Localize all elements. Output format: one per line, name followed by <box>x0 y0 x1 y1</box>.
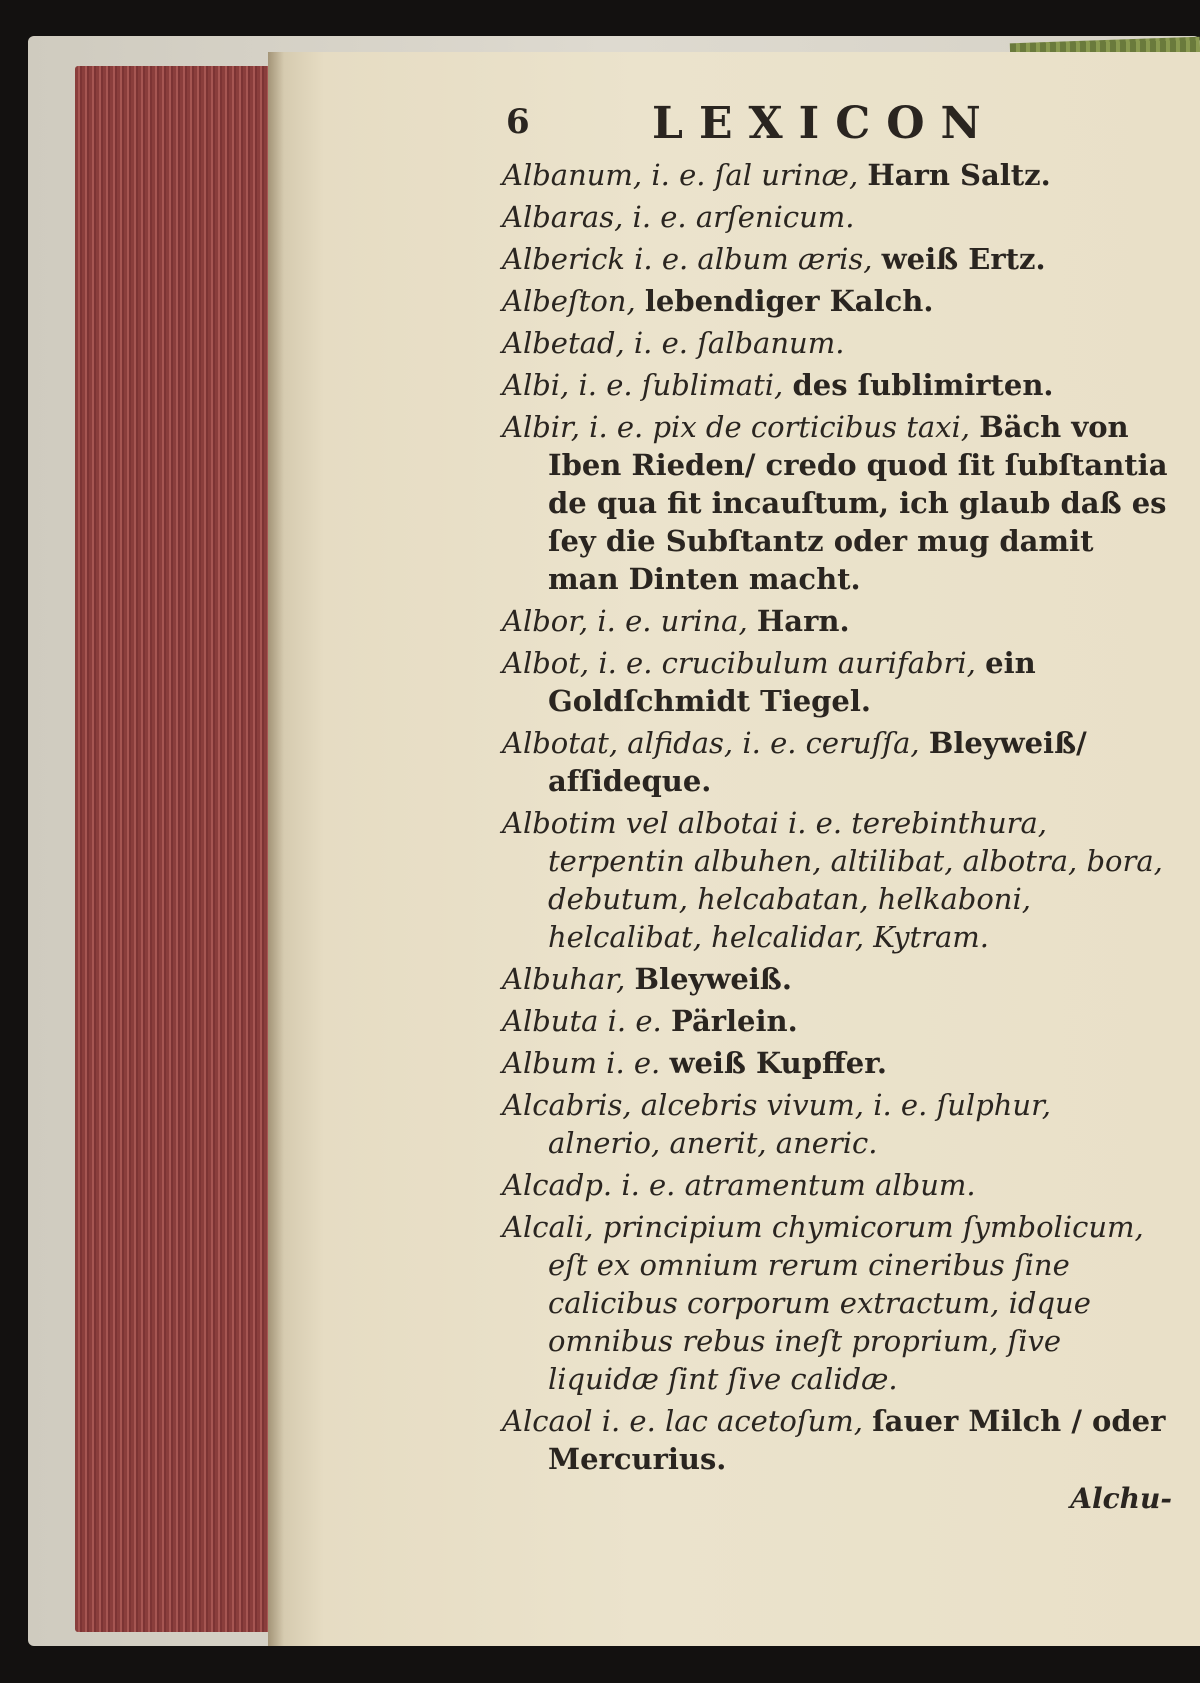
entry-german: lebendiger Kalch. <box>644 284 934 318</box>
entry-latin: Albetad, i. e. ſalbanum. <box>502 326 845 360</box>
entry-german: des ſublimirten. <box>792 368 1054 402</box>
entry-german: weiß Kupffer. <box>669 1046 887 1080</box>
lexicon-entry <box>502 724 1172 800</box>
entry-latin: Albotat, alfidas, i. e. ceruſſa, <box>502 726 920 760</box>
entry-latin: Alberick i. e. album æris, <box>502 242 873 276</box>
entry-list <box>502 156 1172 1478</box>
lexicon-entry <box>502 1002 1172 1040</box>
entry-latin: Albuhar, <box>502 962 626 996</box>
entry-latin: Alcaol i. e. lac acetoſum, <box>502 1404 863 1438</box>
entry-latin: Albir, i. e. pix de corticibus taxi, <box>502 410 970 444</box>
lexicon-entry <box>502 1402 1172 1478</box>
page-header <box>502 98 1172 156</box>
lexicon-entry <box>502 644 1172 720</box>
entry-german: Bleyweiß/ afſideque. <box>548 726 1087 798</box>
catchword: Alchu- <box>1070 1482 1172 1515</box>
lexicon-entry <box>502 282 1172 320</box>
entry-latin: Albor, i. e. urina, <box>502 604 748 638</box>
lexicon-entry <box>502 804 1172 956</box>
page-text <box>502 98 1172 1515</box>
entry-latin: Alcali, principium chymicorum ſymbolicum, eſt ex omnium rerum cineribus ſine calicibus corporum extractum, idque omnibus rebus ineſt proprium, ſive liquidæ ſint ſive calidæ. <box>502 1210 1144 1396</box>
entry-german: ſauer Milch / oder Mercurius. <box>548 1404 1166 1476</box>
page-number: 6 <box>506 102 530 142</box>
lexicon-entry <box>502 1208 1172 1398</box>
entry-latin: Album i. e. <box>502 1046 661 1080</box>
entry-german: weiß Ertz. <box>881 242 1046 276</box>
entry-latin: Alcadp. i. e. atramentum album. <box>502 1168 976 1202</box>
lexicon-entry <box>502 960 1172 998</box>
entry-german: Pärlein. <box>670 1004 798 1038</box>
lexicon-entry <box>502 1044 1172 1082</box>
entry-latin: Albuta i. e. <box>502 1004 662 1038</box>
lexicon-entry <box>502 1166 1172 1204</box>
lexicon-entry <box>502 1086 1172 1162</box>
entry-german: Bleyweiß. <box>634 962 792 996</box>
entry-german: Harn. <box>756 604 850 638</box>
lexicon-entry <box>502 324 1172 362</box>
lexicon-entry <box>502 602 1172 640</box>
entry-latin: Albot, i. e. crucibulum aurifabri, <box>502 646 976 680</box>
lexicon-entry <box>502 366 1172 404</box>
entry-latin: Albeſton, <box>502 284 636 318</box>
entry-latin: Albanum, i. e. ſal urinæ, <box>502 158 859 192</box>
page-edges <box>75 66 273 1632</box>
running-head: LEXICON <box>652 98 997 149</box>
lexicon-entry <box>502 240 1172 278</box>
entry-german: ein Goldſchmidt Tiegel. <box>548 646 1036 718</box>
entry-latin: Alcabris, alcebris vivum, i. e. ſulphur, alnerio, anerit, aneric. <box>502 1088 1052 1160</box>
entry-latin: Albotim vel albotai i. e. terebinthura, terpentin albuhen, altilibat, albotra, bora, debutum, helcabatan, helkaboni, helcalibat, helcalidar, Kytram. <box>502 806 1163 954</box>
entry-latin: Albaras, i. e. arſenicum. <box>502 200 855 234</box>
lexicon-entry <box>502 156 1172 194</box>
entry-latin: Albi, i. e. ſublimati, <box>502 368 784 402</box>
entry-german: Harn Saltz. <box>867 158 1051 192</box>
lexicon-entry <box>502 198 1172 236</box>
entry-german: Bäch von Iben Rieden/ credo quod ſit ſubſtantia de qua fit incauſtum, ich glaub daß es ſey die Subſtantz oder mug damit man Dinten macht. <box>548 410 1168 596</box>
lexicon-entry <box>502 408 1172 598</box>
